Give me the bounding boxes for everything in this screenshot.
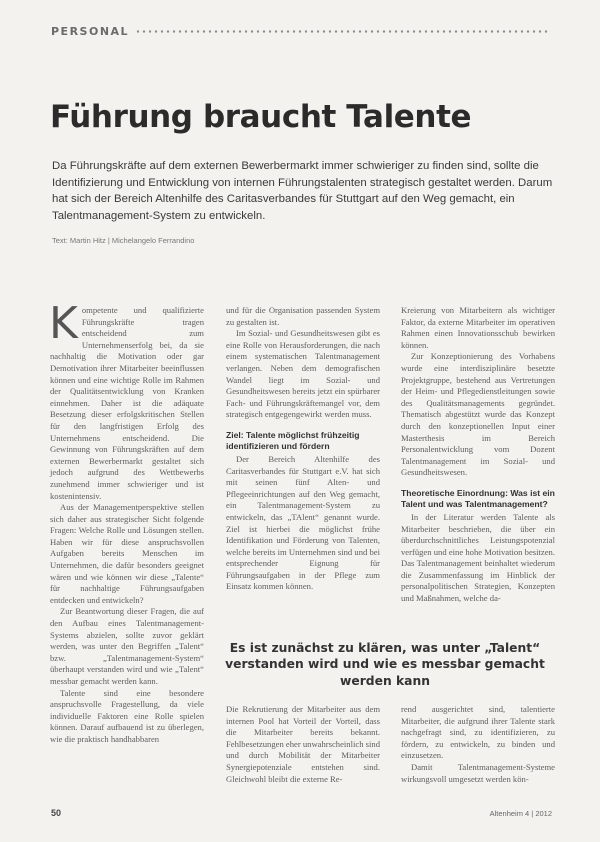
dotted-rule xyxy=(135,30,551,33)
section-label: PERSONAL xyxy=(51,24,130,38)
pull-quote: Es ist zunächst zu klären, was unter „Talent“ verstanden wird und wie es messbar gemacht werden kann xyxy=(225,641,545,688)
paragraph: Zur Konzeptionierung des Vorhabens wurde eine interdisziplinäre besetzte Projektgruppe, bestehend aus Vertretungen der Heim- und Pflegedienstleitungen sowie des Qualitätsmanagements gegründet. Thematisch abgestützt wurde das Konzept durch den konzeptionellen Input einer Masterthesis im Bereich Personalentwicklung vom Dozent Talentmanagement im Sozial- und Gesundheitswesen. xyxy=(401,351,555,478)
paragraph: Kompetente und qualifizierte Führungskräfte tragen entscheidend zum Unternehmenserfolg bei, da sie nachhaltig die Motivation oder gar Demotivation ihrer Mitarbeiter beeinflussen können und eine wichtige Rolle im Rahmen der Qualitätsentwicklung von Kranken einnehmen. Daher ist die adäquate Besetzung dieser erfolgskritischen Stellen für den langfristigen Erfolg des Unternehmens entscheidend. Die Gewinnung von Führungskräften auf dem externen Bewerbermarkt gestaltet sich jedoch aufgrund des Wettbewerbs zunehmend immer schwieriger und ist kostenintensiv. xyxy=(49,298,204,501)
paragraph: Kreierung von Mitarbeitern als wichtiger Faktor, da externe Mitarbeiter im operativen Rahmen einen Innovationsschub bewirken können. xyxy=(401,305,555,350)
page-number: 50 xyxy=(51,808,62,818)
body-column-3 xyxy=(401,305,555,605)
body-column-2 xyxy=(226,305,380,593)
subheading: Ziel: Talente möglichst frühzeitig identifizieren und fördern xyxy=(226,429,360,451)
paragraph: In der Literatur werden Talente als Mitarbeiter beschrieben, die über ein überdurchschnittliches Leistungspotenzial verfügen und eine hohe Motivation besitzen. Das Talentmanagement beinhaltet wiederum die Zusammenfassung im Hinblick der personalpolitischen Strategien, Konzepten und Maßnahmen, welche da- xyxy=(401,511,555,604)
paragraph: Talente sind eine besondere anspruchsvolle Fragestellung, da viele individuelle Faktoren eine Rolle spielen können. Darauf aufbauend ist zu überlegen, wie die praktisch handhabbaren xyxy=(50,687,204,744)
subheading: Theoretische Einordnung: Was ist ein Talent und was Talentmanagement? xyxy=(401,487,555,509)
body-column-3-lower xyxy=(401,704,555,785)
paragraph: Im Sozial- und Gesundheitswesen gibt es eine Rolle von Herausforderungen, die nach einem systematischen Talentmanagement verlangen. Neben dem demografischen Wandel liegt im Sozial- und Gesundheitswesen bereits jetzt ein spürbarer Fach- und Führungskräftemangel vor, dem strategisch entgegengewirkt werden muss. xyxy=(226,328,380,420)
body-column-2-lower xyxy=(226,704,380,785)
article-title: Führung braucht Talente xyxy=(50,99,472,135)
body-column-1 xyxy=(49,298,204,746)
paragraph: Aus der Managementperspektive stellen sich daher aus strategischer Sicht folgende Fragen: Welche Rolle und Lösungen stellen. Haben wir für diese anspruchsvollen Aufgaben bereits Menschen im Unternehmen, die dafür besonders geeignet wären und wie können wir diese „Talente“ für nachhaltige Führungsaufgaben entdecken und entwickeln? xyxy=(50,502,204,605)
issue-label: Altenheim 4 | 2012 xyxy=(489,809,552,818)
drop-cap: K xyxy=(49,298,78,349)
paragraph: Damit Talentmanagement-Systeme wirkungsvoll umgesetzt werden kön- xyxy=(401,761,555,784)
byline: Text: Martin Hitz | Michelangelo Ferrandino xyxy=(52,236,195,245)
article-lead: Da Führungskräfte auf dem externen Bewerbermarkt immer schwieriger zu finden sind, sollte die Identifizierung und Entwicklung von internen Führungstalenten strategisch gestaltet werden. Darum hat sich der Bereich Altenhilfe des Caritasverbandes für Stuttgart auf den Weg gemacht, ein Talentmanagement-System zu entwickeln. xyxy=(52,160,553,222)
paragraph: Der Bereich Altenhilfe des Caritasverbandes für Stuttgart e.V. hat sich mit seinen fünf Alten- und Pflegeeinrichtungen auf den Weg gemacht, ein Talentmanagement-System zu entwickeln, das „TAlent“ genannt wurde. Ziel ist hierbei die möglichst frühe Identifikation und Förderung von Talenten, welche bereits im Unternehmen sind und bei entsprechender Eignung für Führungsaufgaben in der Pflege zum Einsatz kommen können. xyxy=(226,453,380,592)
section-header xyxy=(51,22,551,40)
paragraph: und für die Organisation passenden System zu gestalten ist. xyxy=(226,305,380,327)
paragraph: Zur Beantwortung dieser Fragen, die auf den Aufbau eines Talentmanagement-Systems abzielen, sollte zuvor geklärt werden, was unter den Begriffen „Talent“ bzw. „Talentmanagement-System“ überhaupt verstanden wird und wie „Talent“ messbar gemacht werden kann. xyxy=(50,606,204,686)
paragraph: Die Rekrutierung der Mitarbeiter aus dem internen Pool hat Vorteil der Vorteil, dass die Mitarbeiter bereits bekannt. Fehlbesetzungen eher unwahrscheinlich sind und durch Mobilität der Mitarbeiter Synergiepotenziale entstehen sind. Gleichwohl bleibt die externe Re- xyxy=(226,704,380,784)
paragraph: rend ausgerichtet sind, talentierte Mitarbeiter, die aufgrund ihrer Talente stark nachgefragt sind, zu identifizieren, zu fördern, zu entwickeln, zu binden und einzusetzen. xyxy=(401,704,555,761)
